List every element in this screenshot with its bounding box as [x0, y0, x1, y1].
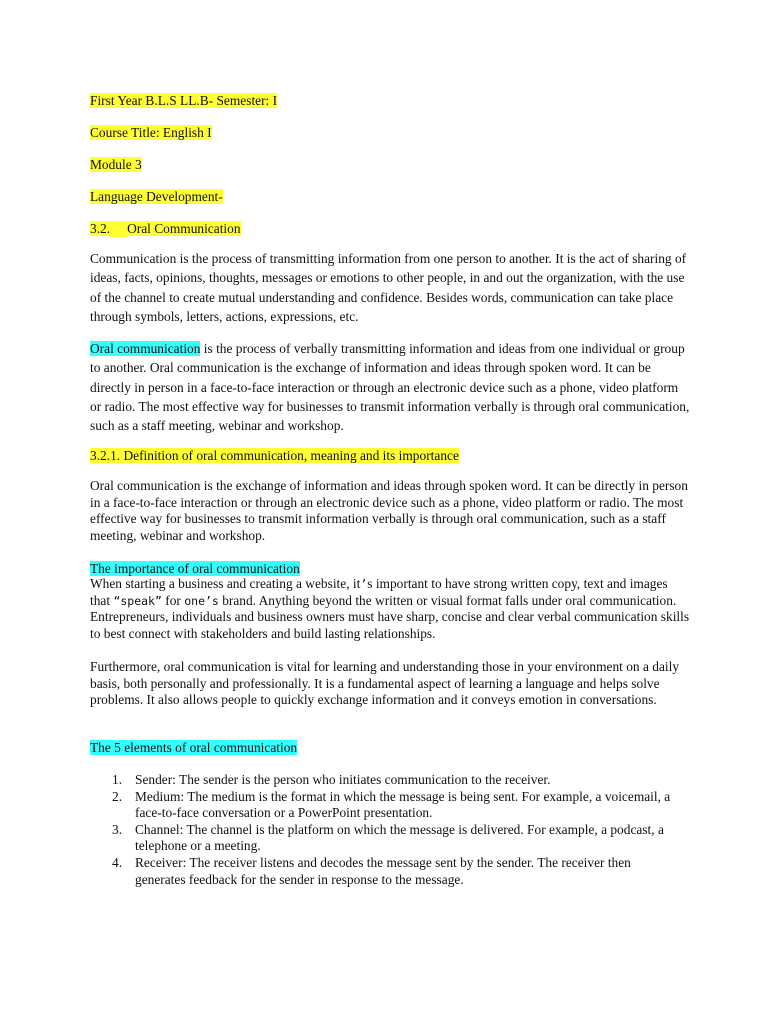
list-item-text: Medium: The medium is the format in which the message is being sent. For example, a voicemail, a face-to-face conversation or a PowerPoint presentation. — [135, 788, 671, 821]
importance-text-b: s important to have strong written copy, text and images that — [90, 576, 668, 608]
importance-text-d: brand. Anything beyond the written or visual format falls under oral communication. Entrepreneurs, individuals and business owners must have sharp, concise and clear verbal communication skills to best connect with stakeholders and build lasting relationships. — [90, 592, 690, 641]
oral-communication-body: is the process of verbally transmitting information and ideas from one individual or group to another. Oral communication is the exchange of information and ideas through spoken word. It can be directly in person in a face-to-face interaction or through an electronic device such as a phone, video platform or radio. The most effective way for businesses to transmit information verbally is through oral communication, such as a staff meeting, webinar and workshop. — [90, 341, 690, 434]
list-number: 4. — [112, 854, 123, 870]
module-text: Module 3 — [90, 157, 142, 172]
subsection-number: 3.2. — [90, 221, 111, 236]
list-item — [90, 822, 680, 855]
list-item-text: Sender: The sender is the person who initiates communication to the receiver. — [135, 772, 551, 787]
importance-paragraph-1 — [90, 576, 690, 642]
module-line — [90, 157, 690, 173]
list-number: 1. — [112, 772, 123, 787]
intro-paragraph: Communication is the process of transmitting information from one person to another. It is the act of sharing of ideas, facts, opinions, thoughts, messages or emotions to other people, in and out the organization, with the use of the channel to create mutual understanding and confidence. Besides words, communication can take place through symbols, letters, actions, expressions, etc. — [90, 251, 687, 324]
definition-heading-text: 3.2.1. Definition of oral communication, meaning and its importance — [90, 448, 459, 463]
list-item — [90, 855, 680, 888]
section-text: Language Development- — [90, 189, 223, 204]
importance-text-a: When starting a business and creating a website, it — [90, 576, 361, 591]
section-line — [90, 189, 690, 205]
oral-communication-term: Oral communication — [90, 341, 201, 356]
semester-text: First Year B.L.S LL.B- Semester: I — [90, 93, 278, 108]
importance-heading — [90, 561, 690, 577]
importance-paragraph-2: Furthermore, oral communication is vital for learning and understanding those in your environment on a daily basis, both personally and professionally. It is a fundamental aspect of learning a language and helps solve problems. It also allows people to quickly exchange information and it conveys emotion in conversations. — [90, 659, 680, 708]
course-title-line — [90, 125, 690, 141]
definition-paragraph: Oral communication is the exchange of information and ideas through spoken word. It can be directly in person in a face-to-face interaction or through an electronic device such as a phone, video platform or radio. The most effective way for businesses to transmit information verbally is through oral communication, such as a staff meeting, webinar and workshop. — [90, 478, 688, 543]
importance-text-c: for — [161, 592, 185, 608]
quoted-speak: “speak” — [113, 593, 162, 608]
list-item-text: Channel: The channel is the platform on which the message is delivered. For example, a podcast, a telephone or a meeting. — [135, 821, 664, 854]
importance-heading-text: The importance of oral communication — [90, 561, 300, 576]
ones-word: one’s — [184, 593, 219, 608]
course-title-text: Course Title: English I — [90, 125, 212, 140]
definition-heading — [90, 448, 690, 464]
list-item-text: Receiver: The receiver listens and decodes the message sent by the sender. The receiver then generates feedback for the sender in response to the message. — [135, 854, 631, 887]
elements-heading-text: The 5 elements of oral communication — [90, 740, 298, 755]
elements-list — [90, 772, 680, 888]
subsection-gap — [110, 221, 127, 237]
semester-line — [90, 93, 690, 109]
elements-heading — [90, 740, 690, 756]
oral-communication-paragraph — [90, 339, 690, 435]
subsection-title: Oral Communication — [127, 221, 241, 236]
list-number: 3. — [112, 821, 123, 837]
apostrophe-glyph: ’ — [360, 577, 368, 591]
list-number: 2. — [112, 788, 123, 804]
list-item — [90, 772, 680, 789]
list-item — [90, 789, 680, 822]
subsection-heading — [90, 221, 690, 237]
